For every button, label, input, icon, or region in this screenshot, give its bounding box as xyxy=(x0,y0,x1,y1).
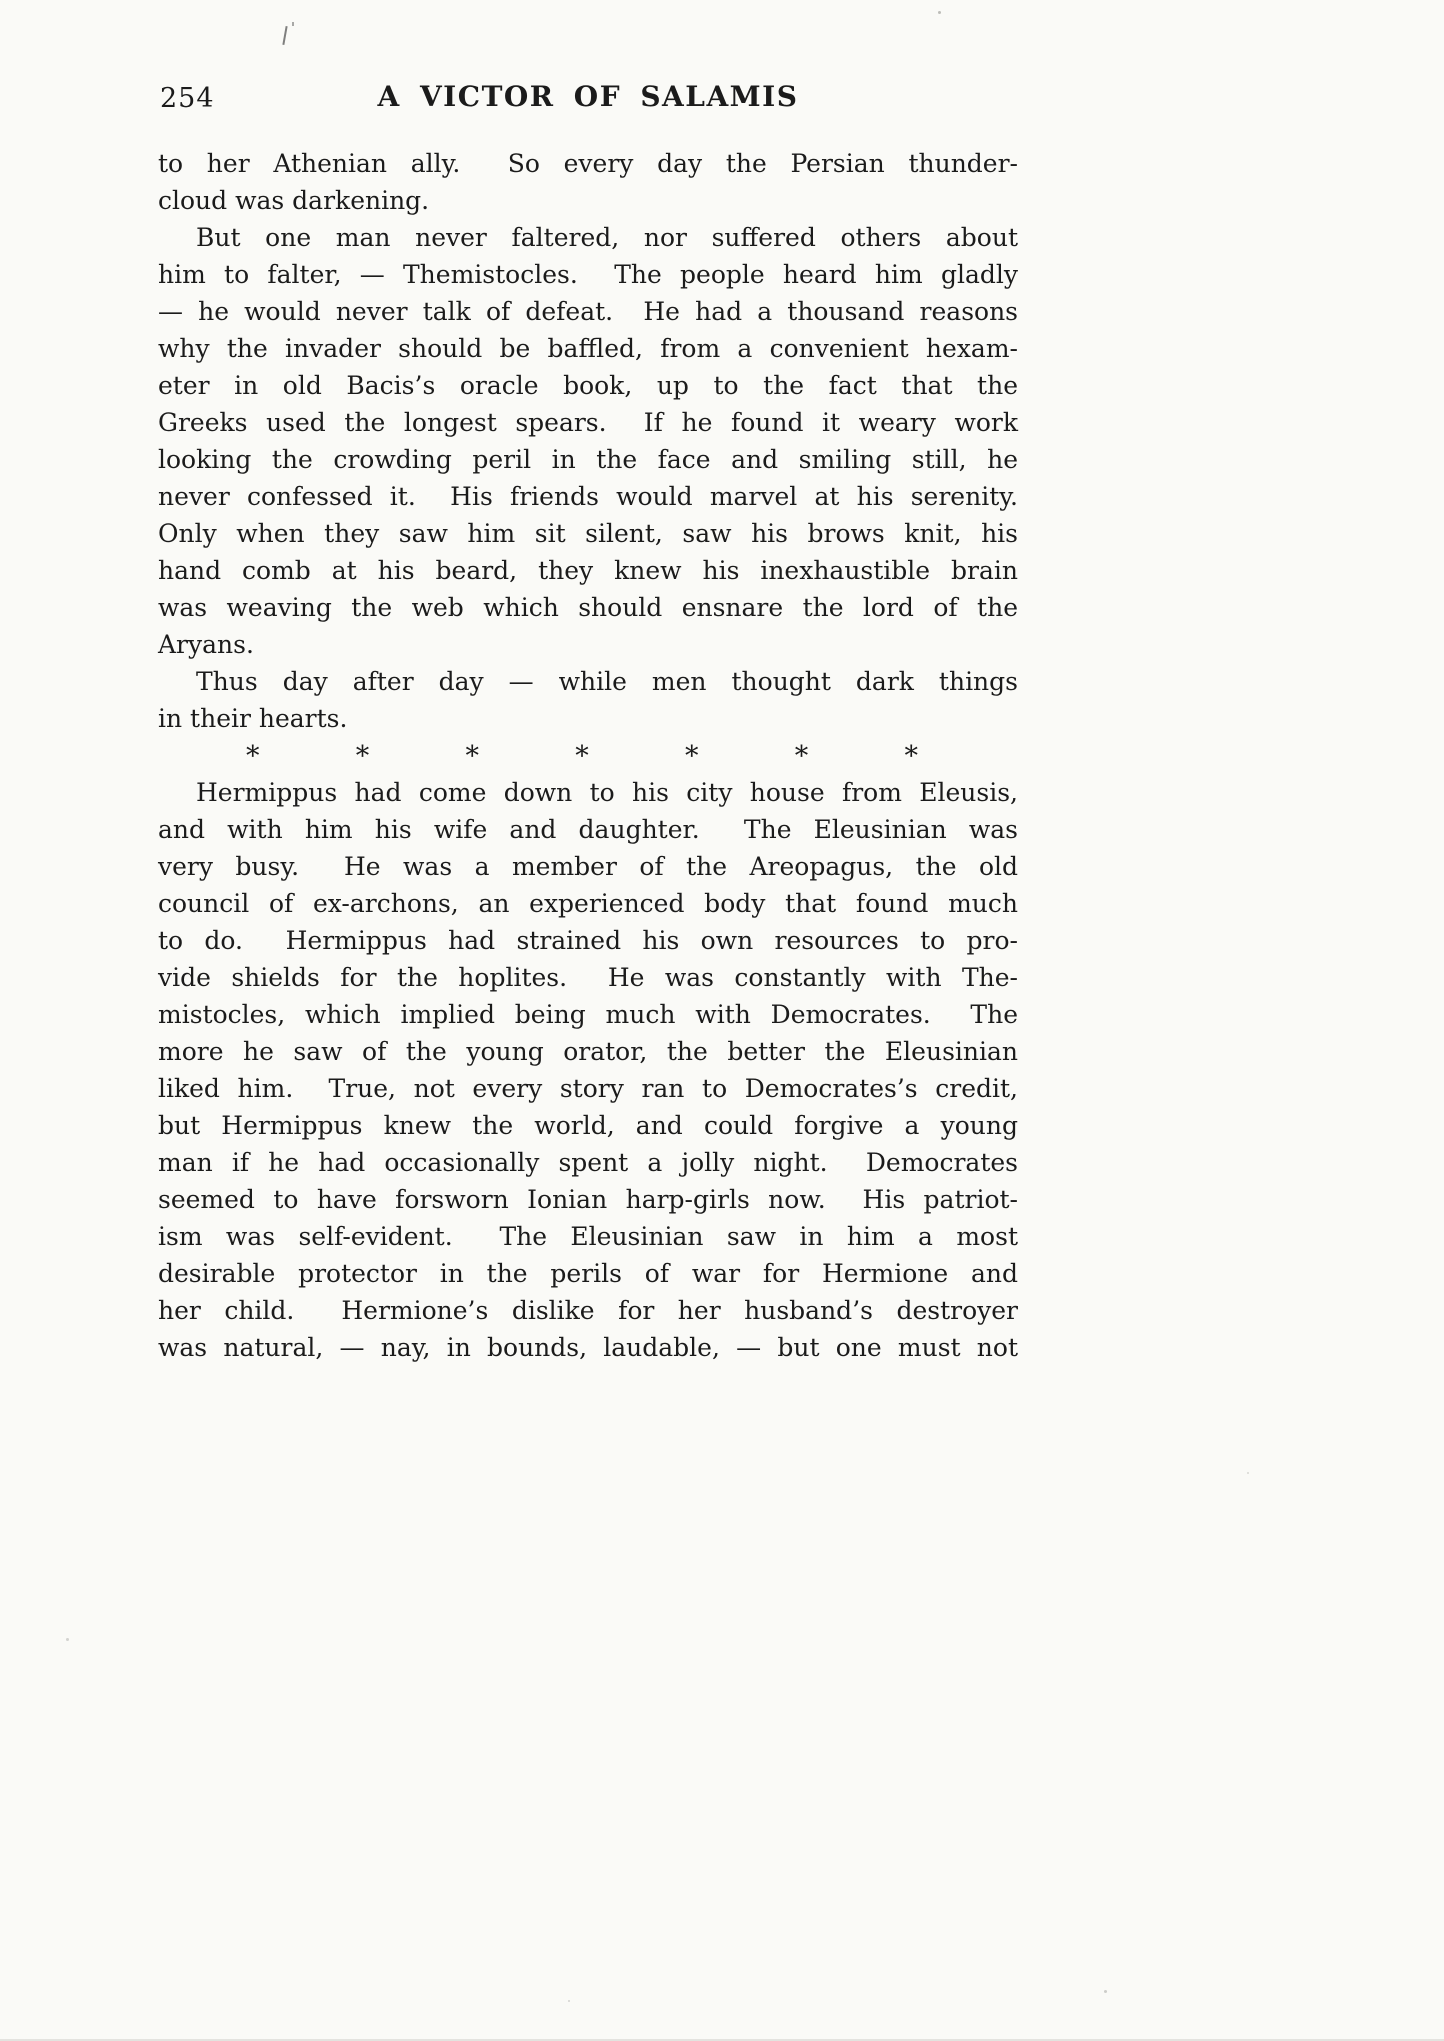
scan-mark xyxy=(292,22,294,26)
text-line: Aryans. xyxy=(158,630,254,659)
running-title: A VICTOR OF SALAMIS xyxy=(377,80,799,113)
text-line: looking the crowding peril in the face and smiling still, he xyxy=(158,445,1018,474)
text-line: very busy. He was a member of the Areopagus, the old xyxy=(158,852,1018,881)
scan-speck xyxy=(1247,1472,1249,1474)
text-line: him to falter, — Themistocles. The people heard him gladly xyxy=(158,260,1018,289)
text-line: Hermippus had come down to his city house from Eleusis, xyxy=(196,778,1018,807)
text-line: but Hermippus knew the world, and could forgive a young xyxy=(158,1111,1018,1140)
asterisk: * xyxy=(355,741,370,772)
scan-speck xyxy=(1104,1990,1107,1993)
text-line: — he would never talk of defeat. He had a thousand reasons xyxy=(158,297,1018,326)
text-line: man if he had occasionally spent a jolly night. Democrates xyxy=(158,1148,1018,1177)
text-line: Greeks used the longest spears. If he found it weary work xyxy=(158,408,1018,437)
asterisk: * xyxy=(575,741,589,772)
asterisk: * xyxy=(685,741,699,772)
scan-speck xyxy=(568,2000,570,2002)
text-line: to do. Hermippus had strained his own resources to pro- xyxy=(158,926,1018,955)
asterisk: * xyxy=(246,741,260,772)
text-line: ism was self-evident. The Eleusinian saw in him a most xyxy=(158,1222,1018,1251)
text-line: But one man never faltered, nor suffered others about xyxy=(196,223,1018,252)
text-line: seemed to have forsworn Ionian harp-girls now. His patriot- xyxy=(158,1185,1018,1214)
text-line: hand comb at his beard, they knew his inexhaustible brain xyxy=(158,556,1018,585)
asterisk: * xyxy=(794,741,809,772)
section-break xyxy=(158,737,1018,774)
scan-speck xyxy=(66,1638,69,1641)
text-line: eter in old Bacis’s oracle book, up to the fact that the xyxy=(158,371,1018,400)
text-line: council of ex-archons, an experienced body that found much xyxy=(158,889,1018,918)
text-line: mistocles, which implied being much with Democrates. The xyxy=(158,1000,1018,1029)
text-line: never confessed it. His friends would marvel at his serenity. xyxy=(158,482,1018,511)
text-line: her child. Hermione’s dislike for her husband’s destroyer xyxy=(158,1296,1018,1325)
text-line: Thus day after day — while men thought dark things xyxy=(196,667,1018,696)
text-line: liked him. True, not every story ran to Democrates’s credit, xyxy=(158,1074,1018,1103)
text-line: why the invader should be baffled, from a convenient hexam- xyxy=(158,334,1018,363)
text-line: and with him his wife and daughter. The Eleusinian was xyxy=(158,815,1018,844)
scan-mark xyxy=(282,26,287,45)
page-body xyxy=(158,145,1018,1366)
text-line: was natural, — nay, in bounds, laudable, — but one must not xyxy=(158,1333,1018,1362)
text-line: in their hearts. xyxy=(158,704,348,733)
text-line: cloud was darkening. xyxy=(158,186,430,215)
asterisk: * xyxy=(465,741,479,772)
text-line: desirable protector in the perils of war for Hermione and xyxy=(158,1259,1018,1288)
asterisk: * xyxy=(904,741,918,772)
page-number: 254 xyxy=(160,83,215,114)
page-header xyxy=(158,76,1018,118)
text-line: more he saw of the young orator, the better the Eleusinian xyxy=(158,1037,1018,1066)
text-line: was weaving the web which should ensnare the lord of the xyxy=(158,593,1018,622)
scan-speck xyxy=(938,11,941,14)
text-line: to her Athenian ally. So every day the Persian thunder- xyxy=(158,149,1018,178)
text-line: vide shields for the hoplites. He was constantly with The- xyxy=(158,963,1018,992)
text-line: Only when they saw him sit silent, saw his brows knit, his xyxy=(158,519,1018,548)
